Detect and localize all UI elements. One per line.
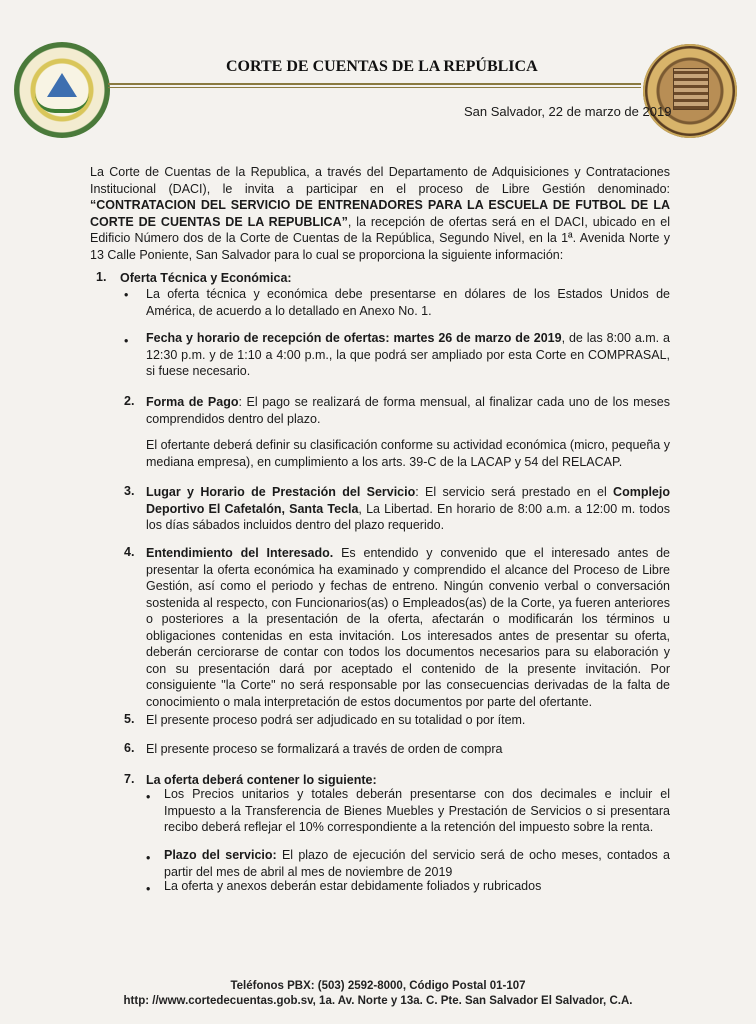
deadline-text: , de las 8:00 a.m. a 12:30 p.m. y de 1:10 a 4:00 p.m., la que podrá ser ampliado por esta Corte en COMPRASAL, si fuese necesario. xyxy=(146,331,670,378)
item-title-1: Oferta Técnica y Económica: xyxy=(120,271,292,285)
header-divider-thin xyxy=(108,87,641,88)
item-1-bullet-2 xyxy=(146,330,670,380)
bullet-icon: • xyxy=(124,334,129,348)
item-3-rest: , La Libertad. En horario de 8:00 a.m. a 12:00 m. todos los días sábados incluidos dentro del plazo requerido. xyxy=(146,501,670,532)
footer-contact: Teléfonos PBX: (503) 2592-8000, Código Postal 01-107 xyxy=(230,980,526,992)
intro-text: La Corte de Cuentas de la Republica, a través del Departamento de Adquisiciones y Contrataciones Institucional (DACI), le invita a participar en el proceso de Libre Gestión denominado: xyxy=(90,165,670,196)
corte-de-cuentas-seal-icon xyxy=(643,44,737,138)
item-number-5: 5. xyxy=(124,712,135,726)
bullet-icon: • xyxy=(146,882,151,896)
header-divider xyxy=(108,83,641,85)
item-2-label: Forma de Pago xyxy=(146,395,239,409)
building-icon xyxy=(673,68,709,110)
item-6-text: El presente proceso se formalizará a través de orden de compra xyxy=(146,742,503,756)
document-date: San Salvador, 22 de marzo de 2019 xyxy=(464,104,672,119)
institution-title: CORTE DE CUENTAS DE LA REPÚBLICA xyxy=(226,58,538,75)
item-number-7: 7. xyxy=(124,772,135,786)
item-number-2: 2. xyxy=(124,394,135,408)
venue-name: Complejo Deportivo El Cafetalón, Santa Tecla xyxy=(146,485,670,516)
el-salvador-seal-icon xyxy=(14,42,110,138)
intro-text-end: , la recepción de ofertas será en el DACI, ubicado en el Edificio Número dos de la Corte de Cuentas de la República, Segundo Nivel, en la 1ª. Avenida Norte y 13 Calle Poniente, San Salvador para lo cual se proporciona la siguiente información: xyxy=(90,214,671,262)
item-number-4: 4. xyxy=(124,545,135,559)
item-title-7: La oferta deberá contener lo siguiente: xyxy=(146,773,377,787)
item-4-label: Entendimiento del Interesado. xyxy=(146,546,334,560)
process-name: “CONTRATACION DEL SERVICIO DE ENTRENADORES PARA LA ESCUELA DE FUTBOL DE LA CORTE DE CUENTAS DE LA REPUBLICA” xyxy=(90,198,670,229)
item-2-paragraph-2: El ofertante deberá definir su clasificación conforme su actividad económica (micro, pequeña y mediana empresa), en cumplimiento a los arts. 39-C de la LACAP y 54 del RELACAP. xyxy=(146,438,670,469)
term-text: El plazo de ejecución del servicio será de ocho meses, contados a partir del mes de abril al mes de noviembre de 2019 xyxy=(164,848,670,879)
item-7-bullet-1: Los Precios unitarios y totales deberán presentarse con dos decimales e incluir el Impuesto a la Transferencia de Bienes Muebles y Prestación de Servicios o si presentara recibo deberá reflejar el 10% correspondiente a la retención del impuesto sobre la renta. xyxy=(164,787,670,834)
term-label: Plazo del servicio: xyxy=(164,848,277,862)
item-7-bullet-2 xyxy=(164,847,670,880)
item-2-text xyxy=(146,394,670,427)
item-number-6: 6. xyxy=(124,741,135,755)
laurel-icon xyxy=(35,93,89,113)
item-4-rest: Es entendido y convenido que el interesado antes de presentar la oferta económica ha examinado y comprendido el alcance del Proceso de Libre Gestión, así como el periodo y fechas de entreno. Ningún convenio verbal o conversación sostenida al respecto, con Funcionarios(as) o Empleados(as) de la Corte, ya fueren anteriores o posteriores a la presentación de la oferta, afectarán o modificarán los términos u obligaciones contenidas en esta invitación. Los interesados antes de presentar su oferta, deberán cerciorarse de contar con todos los documentos necesarios para su elaboración y con su presentación dará por aceptado el contenido de la presente invitación. Por consiguiente "la Corte" no será responsable por las consecuencias derivadas de la falta de conocimiento o mala interpretación de estos documentos por parte del ofertante. xyxy=(146,546,671,709)
item-3-label: Lugar y Horario de Prestación del Servicio xyxy=(146,485,416,499)
item-number-1: 1. xyxy=(96,270,107,284)
item-2-rest: : El pago se realizará de forma mensual, al finalizar cada uno de los meses comprendidos dentro del plazo. xyxy=(146,395,670,426)
intro-paragraph xyxy=(90,164,670,263)
item-5-text: El presente proceso podrá ser adjudicado en su totalidad o por ítem. xyxy=(146,713,526,727)
bullet-icon: • xyxy=(146,851,151,865)
item-3-text xyxy=(146,484,670,534)
bullet-icon: • xyxy=(146,790,151,804)
item-number-3: 3. xyxy=(124,484,135,498)
item-1-bullet-1: La oferta técnica y económica debe presentarse en dólares de los Estados Unidos de América, de acuerdo a lo detallado en Anexo No. 1. xyxy=(146,287,670,318)
item-3-mid: : El servicio será prestado en el xyxy=(415,485,614,499)
item-4-text xyxy=(146,545,670,710)
item-7-bullet-3: La oferta y anexos deberán estar debidamente foliados y rubricados xyxy=(164,879,542,893)
bullet-icon: • xyxy=(124,288,129,302)
footer-address: http: //www.cortedecuentas.gob.sv, 1a. Av. Norte y 13a. C. Pte. San Salvador El Salvador, C.A. xyxy=(123,995,633,1007)
deadline-label: Fecha y horario de recepción de ofertas: martes 26 de marzo de 2019 xyxy=(146,331,562,345)
